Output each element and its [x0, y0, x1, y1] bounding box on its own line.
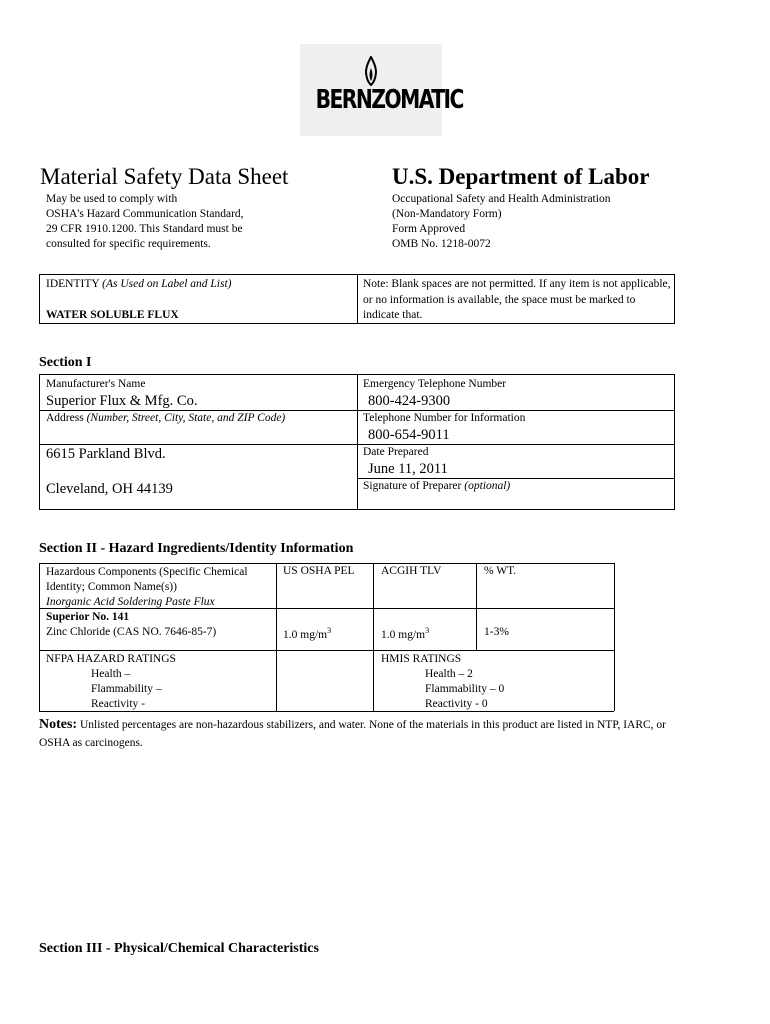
identity-value: WATER SOLUBLE FLUX [46, 309, 179, 321]
nfpa-item: Health – [91, 668, 131, 680]
table-col-divider [276, 563, 277, 711]
acgih-tlv-text: 1.0 mg/m [381, 628, 426, 641]
nfpa-item: Flammability – [91, 683, 162, 695]
table-col-divider [373, 563, 374, 711]
row-divider [357, 444, 675, 445]
acgih-tlv-header: ACGIH TLV [381, 565, 442, 577]
components-header-sub: Inorganic Acid Soldering Paste Flux [46, 596, 215, 608]
nfpa-item: Reactivity - [91, 698, 145, 710]
notes [39, 716, 699, 752]
company-logo [300, 44, 463, 136]
agency-line: OMB No. 1218-0072 [392, 238, 491, 250]
compliance-line: May be used to comply with [46, 193, 178, 205]
emergency-phone-value: 800-424-9300 [368, 393, 451, 409]
address-line2: Cleveland, OH 44139 [46, 481, 173, 497]
address-label [46, 412, 285, 424]
signature-label-text: Signature of Preparer [363, 480, 462, 492]
emergency-phone-label: Emergency Telephone Number [363, 378, 507, 390]
agency-text [392, 192, 610, 252]
section-1-title: Section I [39, 355, 92, 370]
signature-label [363, 480, 510, 492]
address-line1: 6615 Parkland Blvd. [46, 446, 166, 462]
table-border-top [39, 563, 614, 564]
weight-header: % WT. [484, 565, 517, 577]
compliance-text [46, 192, 244, 252]
table-col-divider [476, 563, 477, 650]
document-title: Material Safety Data Sheet [40, 164, 289, 189]
row-divider [39, 410, 357, 411]
components-header [46, 565, 248, 610]
manufacturer-label: Manufacturer's Name [46, 378, 146, 390]
osha-pel-value [283, 626, 331, 641]
section-3-title: Section III - Physical/Chemical Characteristics [39, 941, 319, 956]
hmis-title: HMIS RATINGS [381, 653, 462, 665]
address-label-text: Address [46, 412, 84, 424]
notes-label: Notes: [39, 717, 78, 732]
manufacturer-value: Superior Flux & Mfg. Co. [46, 393, 198, 409]
hmis-item: Flammability – 0 [425, 683, 505, 695]
unit-exponent: 3 [425, 626, 430, 635]
address-label-note: (Number, Street, City, State, and ZIP Code) [86, 412, 286, 424]
hmis-item: Health – 2 [425, 668, 473, 680]
date-prepared-label: Date Prepared [363, 446, 429, 458]
nfpa-ratings [46, 652, 176, 712]
components-header-line: Hazardous Components (Specific Chemical [46, 566, 248, 578]
agency-line: (Non-Mandatory Form) [392, 208, 502, 220]
agency-line: Occupational Safety and Health Administration [392, 193, 611, 205]
agency-title: U.S. Department of Labor [392, 164, 650, 189]
row-divider [357, 478, 675, 479]
acgih-tlv-value [381, 626, 429, 641]
section-1-divider [357, 374, 358, 510]
components-header-line: Identity; Common Name(s)) [46, 581, 177, 593]
table-border-right [614, 563, 615, 711]
table-row-divider [39, 650, 614, 651]
table-border-left [39, 563, 40, 711]
unit-exponent: 3 [327, 626, 332, 635]
flame-icon [362, 56, 380, 86]
compliance-line: consulted for specific requirements. [46, 238, 211, 250]
nfpa-title: NFPA HAZARD RATINGS [46, 653, 176, 665]
row-divider [39, 444, 357, 445]
signature-label-note: (optional) [464, 480, 511, 492]
hmis-item: Reactivity - 0 [425, 698, 488, 710]
section-2-title: Section II - Hazard Ingredients/Identity Information [39, 541, 354, 556]
date-prepared-value: June 11, 2011 [368, 461, 448, 477]
logo-wordmark: BERNZOMATIC [315, 85, 463, 115]
component-name: Zinc Chloride (CAS NO. 7646-85-7) [46, 626, 217, 638]
compliance-line: OSHA's Hazard Communication Standard, [46, 208, 244, 220]
osha-pel-text: 1.0 mg/m [283, 628, 328, 641]
identity-label-note: (As Used on Label and List) [102, 278, 232, 290]
identity-note: Note: Blank spaces are not permitted. If any item is not applicable, or no information is available, the space must be marked to indicate that. [363, 278, 671, 321]
notes-text: Unlisted percentages are non-hazardous stabilizers, and water. None of the materials in this product are listed in NTP, IARC, or OSHA as carcinogens. [39, 719, 666, 749]
weight-value: 1-3% [484, 626, 509, 638]
info-phone-value: 800-654-9011 [368, 427, 450, 443]
product-name: Superior No. 141 [46, 611, 130, 623]
hmis-ratings [381, 652, 504, 712]
agency-line: Form Approved [392, 223, 466, 235]
compliance-line: 29 CFR 1910.1200. This Standard must be [46, 223, 243, 235]
identity-label-text: IDENTITY [46, 278, 100, 290]
info-phone-label: Telephone Number for Information [363, 412, 526, 424]
row-divider [357, 410, 675, 411]
osha-pel-header: US OSHA PEL [283, 565, 355, 577]
identity-divider [357, 274, 358, 324]
identity-label [46, 278, 231, 290]
